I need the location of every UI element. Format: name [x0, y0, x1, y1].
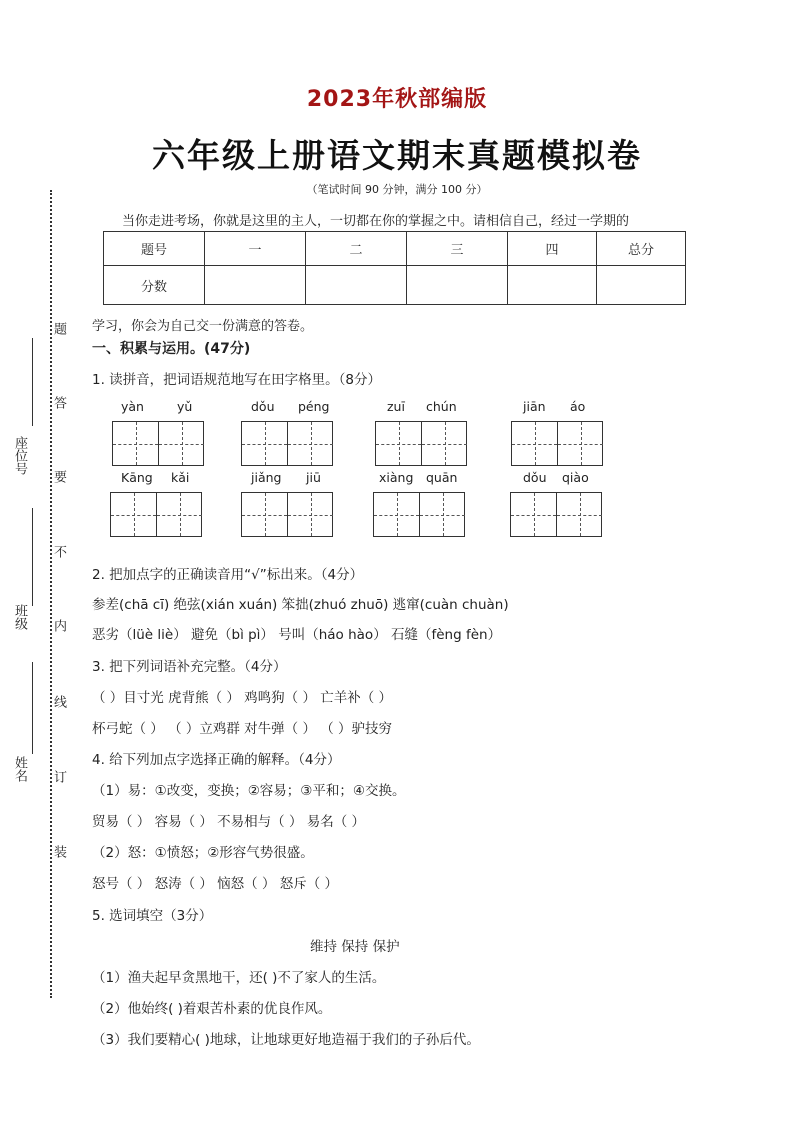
score-header-cell: 一	[205, 232, 306, 266]
question-5-sentence-1: （1）渔夫起早贪黑地干，还( )不了家人的生活。	[92, 970, 386, 986]
pinyin-syllable: xiàng	[379, 470, 414, 485]
score-row-label: 分数	[104, 266, 205, 305]
score-cell[interactable]	[597, 266, 686, 305]
score-cell[interactable]	[508, 266, 597, 305]
score-header-cell: 四	[508, 232, 597, 266]
tianzige-box[interactable]	[110, 492, 202, 537]
pinyin-syllable: áo	[570, 399, 586, 414]
pinyin-syllable: kǎi	[171, 470, 190, 485]
name-label: 姓名	[12, 756, 27, 782]
score-cell[interactable]	[407, 266, 508, 305]
pinyin-syllable: quān	[426, 470, 458, 485]
question-2-line-2: 恶劣（lüè liè） 避免（bì pì） 号叫（háo hào） 石缝（fèng fèn）	[92, 627, 502, 643]
question-3-text: 3. 把下列词语补充完整。（4分）	[92, 659, 287, 675]
tianzige-box[interactable]	[241, 421, 333, 466]
score-cell[interactable]	[205, 266, 306, 305]
score-header-cell: 三	[407, 232, 508, 266]
binding-warning-char: 内	[51, 619, 66, 632]
tianzige-box[interactable]	[510, 492, 602, 537]
score-header-cell: 总分	[597, 232, 686, 266]
score-table-header-row	[104, 232, 686, 266]
tianzige-box[interactable]	[373, 492, 465, 537]
tianzige-box[interactable]	[241, 492, 333, 537]
pinyin-syllable: yàn	[121, 399, 144, 414]
tianzige-box[interactable]	[112, 421, 204, 466]
score-cell[interactable]	[306, 266, 407, 305]
tianzige-box[interactable]	[375, 421, 467, 466]
question-4-sub-1: （1）易：①改变，变换；②容易；③平和；④交换。	[92, 783, 406, 799]
question-5-options: 维持 保持 保护	[310, 939, 400, 955]
class-underline	[32, 508, 33, 606]
binding-warning-char: 要	[51, 470, 66, 483]
section-1-heading: 一、积累与运用。(47分)	[92, 341, 251, 357]
tianzige-box[interactable]	[511, 421, 603, 466]
question-4-text: 4. 给下列加点字选择正确的解释。（4分）	[92, 752, 341, 768]
seat-underline	[32, 338, 33, 426]
binding-warning-char: 线	[51, 695, 66, 708]
question-5-text: 5. 选词填空（3分）	[92, 908, 213, 924]
pinyin-syllable: Kāng	[121, 470, 153, 485]
binding-warning-char: 题	[51, 322, 66, 335]
question-4-sub-2: （2）怒：①愤怒；②形容气势很盛。	[92, 845, 314, 861]
pinyin-syllable: qiào	[562, 470, 589, 485]
binding-warning-char: 订	[51, 770, 66, 783]
question-2-text: 2. 把加点字的正确读音用“√”标出来。（4分）	[92, 567, 364, 583]
binding-dotted-line	[50, 190, 52, 998]
question-3-line-1: （ ）目寸光 虎背熊（ ） 鸡鸣狗（ ） 亡羊补（ ）	[92, 690, 393, 706]
pinyin-syllable: jiān	[523, 399, 546, 414]
intro-line-1: 当你走进考场，你就是这里的主人，一切都在你的掌握之中。请相信自己，经过一学期的	[122, 214, 630, 229]
pinyin-syllable: jiū	[306, 470, 321, 485]
score-header-cell: 题号	[104, 232, 205, 266]
pinyin-syllable: zuī	[387, 399, 405, 414]
binding-warning-char: 答	[51, 396, 66, 409]
pinyin-syllable: dǒu	[523, 470, 547, 485]
question-3-line-2: 杯弓蛇（ ） （ ）立鸡群 对牛弹（ ） （ ）驴技穷	[92, 721, 393, 737]
name-underline	[32, 662, 33, 754]
question-5-sentence-2: （2）他始终( )着艰苦朴素的优良作风。	[92, 1001, 332, 1017]
question-4-line-2: 怒号（ ） 怒涛（ ） 恼怒（ ） 怒斥（ ）	[92, 876, 339, 892]
seat-number-label: 座位号	[12, 436, 27, 475]
exam-subtitle: （笔试时间 90 分钟，满分 100 分）	[306, 183, 488, 196]
question-4-line-1: 贸易（ ） 容易（ ） 不易相与（ ） 易名（ ）	[92, 814, 366, 830]
exam-title: 六年级上册语文期末真题模拟卷	[152, 136, 642, 175]
pinyin-syllable: chún	[426, 399, 457, 414]
edition-label: 2023年秋部编版	[306, 87, 488, 112]
pinyin-syllable: péng	[298, 399, 330, 414]
binding-warning-char: 不	[51, 545, 66, 558]
score-table	[103, 231, 686, 305]
intro-line-2: 学习，你会为自己交一份满意的答卷。	[92, 319, 314, 334]
pinyin-syllable: dǒu	[251, 399, 275, 414]
score-table-score-row	[104, 266, 686, 305]
pinyin-syllable: yǔ	[177, 399, 193, 414]
question-1-text: 1. 读拼音，把词语规范地写在田字格里。（8分）	[92, 372, 382, 388]
question-2-line-1: 参差(chā cī) 绝弦(xián xuán) 笨拙(zhuó zhuō) 逃窜(cuàn chuàn)	[92, 597, 509, 613]
binding-warning-char: 装	[51, 845, 66, 858]
pinyin-syllable: jiǎng	[251, 470, 282, 485]
score-header-cell: 二	[306, 232, 407, 266]
question-5-sentence-3: （3）我们要精心( )地球，让地球更好地造福于我们的子孙后代。	[92, 1032, 480, 1048]
class-label: 班级	[12, 604, 27, 630]
